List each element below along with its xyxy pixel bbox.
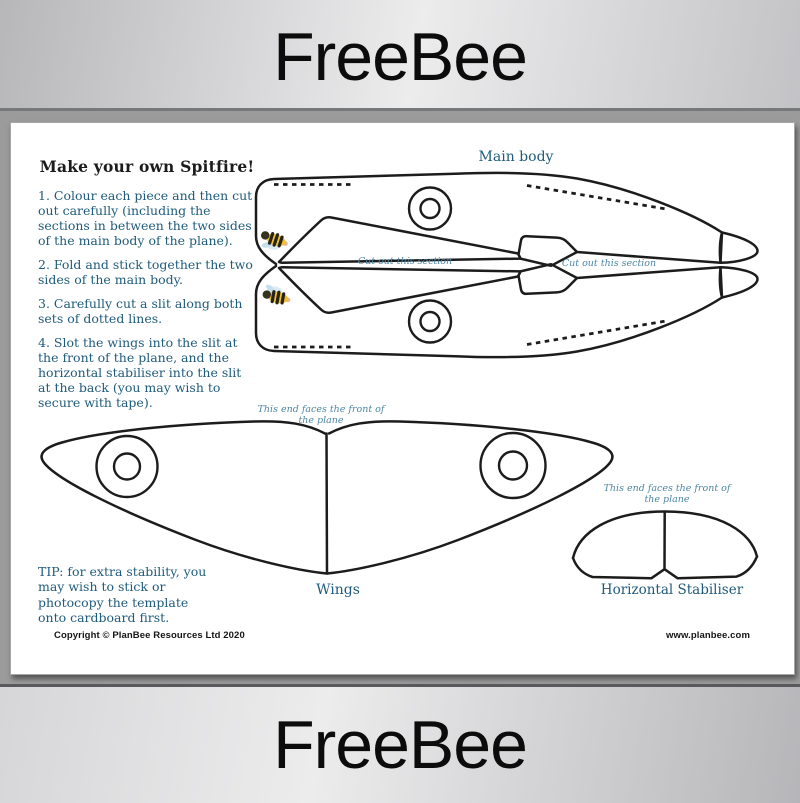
instruction-step-1: 1. Colour each piece and then cut out carefully (including the sections in between the two sides of the main body of the plane). bbox=[38, 188, 256, 248]
spitfire-template-page bbox=[10, 122, 795, 675]
right-wing bbox=[327, 421, 612, 573]
roundel-outer bbox=[97, 436, 158, 497]
main-body-outline bbox=[256, 173, 758, 357]
roundel-inner bbox=[421, 312, 440, 331]
instructions-panel bbox=[38, 157, 256, 419]
cutout-left-bottom bbox=[279, 267, 521, 313]
roundel-inner bbox=[499, 452, 527, 480]
freebee-banner-top bbox=[0, 0, 800, 111]
bee-icon bbox=[262, 282, 293, 305]
spinner-top bbox=[721, 233, 758, 263]
roundel-inner bbox=[421, 199, 440, 218]
left-wing bbox=[42, 421, 327, 573]
wings-label: Wings bbox=[288, 582, 388, 598]
roundel-outer bbox=[409, 301, 451, 343]
tip-text: TIP: for extra stability, you may wish to stick or photocopy the template onto cardboard first. bbox=[38, 564, 220, 625]
roundel-inner bbox=[114, 454, 140, 480]
stabiliser-orientation-note: This end faces the front of the plane bbox=[597, 483, 737, 505]
instruction-step-2: 2. Fold and stick together the two sides of the main body. bbox=[38, 257, 256, 287]
wings-orientation-note: This end faces the front of the plane bbox=[251, 404, 391, 426]
instruction-step-3: 3. Carefully cut a slit along both sets of dotted lines. bbox=[38, 296, 256, 326]
freebee-banner-bottom bbox=[0, 684, 800, 803]
roundel-outer bbox=[481, 433, 546, 498]
cut-out-note-right: Cut out this section bbox=[539, 258, 679, 269]
main-body-label: Main body bbox=[446, 149, 586, 165]
page-title: Make your own Spitfire! bbox=[38, 157, 256, 176]
freebee-logo-text: FreeBee bbox=[273, 706, 527, 784]
roundel-outer bbox=[409, 188, 451, 230]
stabiliser-label: Horizontal Stabiliser bbox=[587, 582, 757, 598]
spinner-bottom bbox=[721, 267, 758, 297]
website-url: www.planbee.com bbox=[666, 630, 750, 641]
cut-out-note-left: Cut out this section bbox=[335, 256, 475, 267]
freebee-logo-text: FreeBee bbox=[273, 18, 527, 96]
copyright-text: Copyright © PlanBee Resources Ltd 2020 bbox=[54, 630, 245, 641]
stabiliser-outline bbox=[573, 512, 757, 579]
instruction-step-4: 4. Slot the wings into the slit at the front of the plane, and the horizontal stabiliser into the slit at the back (you may wish to secure with tape). bbox=[38, 335, 256, 410]
wing-fold-line bbox=[327, 434, 328, 574]
wings-outline bbox=[42, 421, 613, 573]
wing-roundels bbox=[97, 433, 546, 498]
